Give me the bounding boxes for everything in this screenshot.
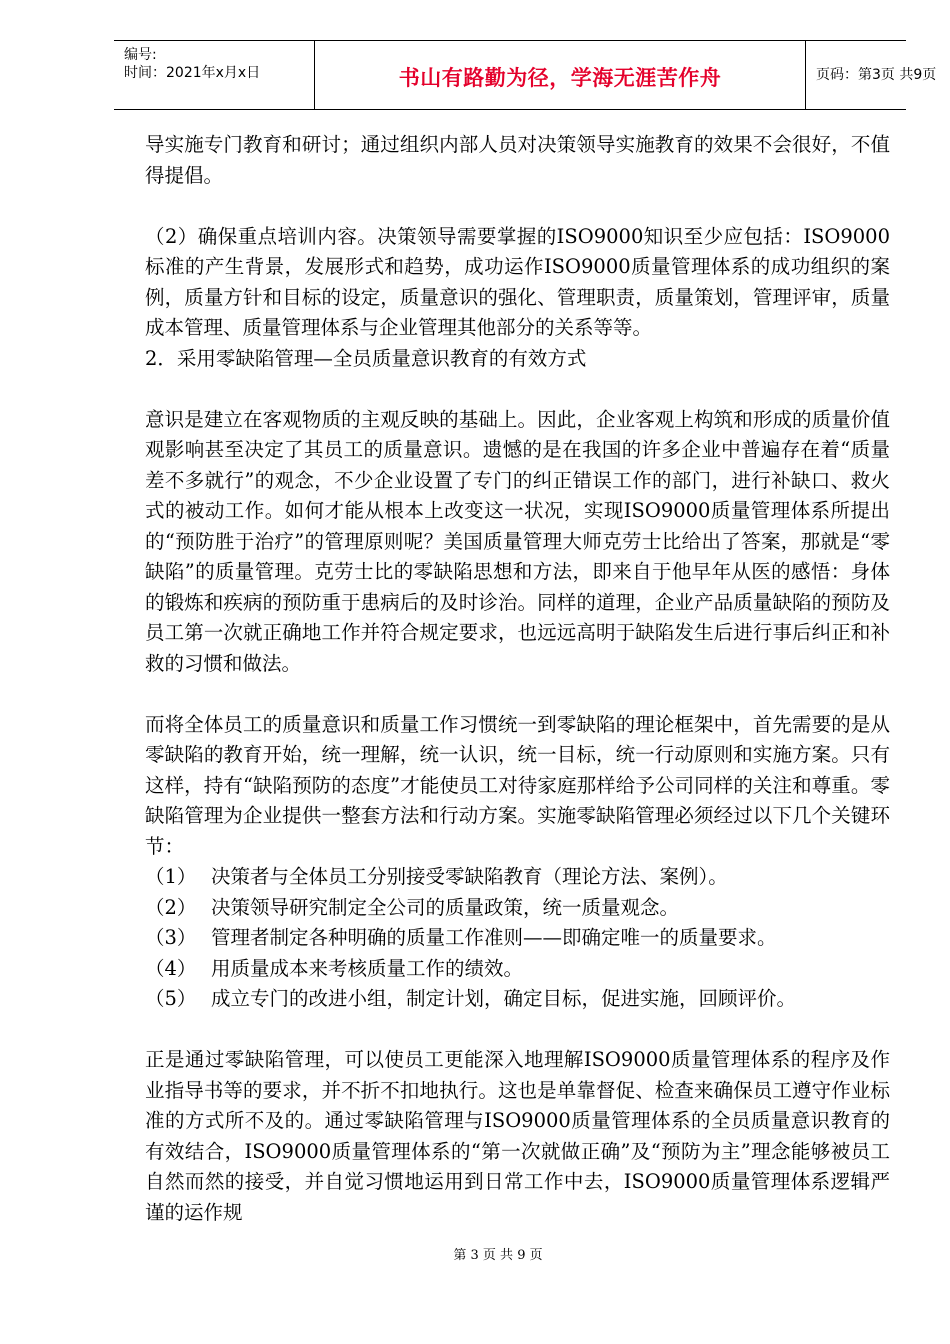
document-time-label: 时间：2021年x月x日: [124, 65, 261, 81]
list-item: [145, 923, 890, 954]
list-item-text: 管理者制定各种明确的质量工作准则——即确定唯一的质量要求。: [211, 926, 777, 949]
document-code-label: 编号:: [124, 47, 157, 63]
list-item: [145, 984, 890, 1015]
header-motto-cell: [314, 41, 806, 109]
page-header: [114, 40, 937, 110]
list-item: [145, 954, 890, 985]
document-body: [145, 130, 890, 1228]
list-item-number: （4）: [145, 956, 197, 980]
header-page-cell: [806, 41, 937, 109]
header-motto: 书山有路勤为径，学海无涯苦作舟: [398, 65, 722, 90]
list-item-text: 成立专门的改进小组，制定计划，确定目标，促进实施，回顾评价。: [211, 987, 797, 1010]
paragraph: 而将全体员工的质量意识和质量工作习惯统一到零缺陷的理论框架中，首先需要的是从零缺陷的教育开始，统一理解，统一认识，统一目标，统一行动原则和实施方案。只有这样，持有“缺陷预防的态度”才能使员工对待家庭那样给予公司同样的关注和尊重。零缺陷管理为企业提供一整套方法和行动方案。实施零缺陷管理必须经过以下几个关键环节：: [145, 712, 890, 858]
header-info-cell: [114, 41, 314, 109]
paragraph: （2）确保重点培训内容。决策领导需要掌握的ISO9000知识至少应包括：ISO9000标准的产生背景，发展形式和趋势，成功运作ISO9000质量管理体系的成功组织的案例，质量方针和目标的设定，质量意识的强化、管理职责，质量策划，管理评审，质量成本管理、质量管理体系与企业管理其他部分的关系等等。: [145, 224, 890, 339]
paragraph: 导实施专门教育和研讨；通过组织内部人员对决策领导实施教育的效果不会很好，不值得提倡。: [145, 133, 890, 187]
list-item-text: 决策领导研究制定全公司的质量政策，统一质量观念。: [211, 895, 680, 919]
paragraph: 正是通过零缺陷管理，可以使员工更能深入地理解ISO9000质量管理体系的程序及作业指导书等的要求，并不折不扣地执行。这也是单靠督促、检查来确保员工遵守作业标准的方式所不及的。通过零缺陷管理与ISO9000质量管理体系的全员质量意识教育的有效结合，ISO9000质量管理体系的“第一次就做正确”及“预防为主”理念能够被员工自然而然的接受，并自觉习惯地运用到日常工作中去，ISO9000质量管理体系逻辑严谨的运作规: [145, 1048, 890, 1224]
section-heading: 2．采用零缺陷管理—全员质量意识教育的有效方式: [145, 346, 587, 370]
paragraph: 意识是建立在客观物质的主观反映的基础上。因此，企业客观上构筑和形成的质量价值观影响甚至决定了其员工的质量意识。遗憾的是在我国的许多企业中普遍存在着“质量差不多就行”的观念，不少企业设置了专门的纠正错误工作的部门，进行补缺口、救火式的被动工作。如何才能从根本上改变这一状况，实现ISO9000质量管理体系所提出的“预防胜于治疗”的管理原则呢？美国质量管理大师克劳士比给出了答案，那就是“零缺陷”的质量管理。克劳士比的零缺陷思想和方法，即来自于他早年从医的感悟：身体的锻炼和疾病的预防重于患病后的及时诊治。同样的道理，企业产品质量缺陷的预防及员工第一次就正确地工作并符合规定要求，也远远高明于缺陷发生后进行事后纠正和补救的习惯和做法。: [145, 407, 890, 675]
list-item-number: （1）: [145, 865, 197, 888]
list-item-text: 决策者与全体员工分别接受零缺陷教育（理论方法、案例）。: [211, 865, 728, 888]
list-item: [145, 862, 890, 893]
list-item-number: （5）: [145, 987, 197, 1010]
header-page-number: 页码：第3页 共9页: [816, 67, 937, 83]
list-item-text: 用质量成本来考核质量工作的绩效。: [211, 956, 524, 980]
list-item: [145, 893, 890, 924]
list-item-number: （2）: [145, 895, 197, 919]
page-footer: 第 3 页 共 9 页: [453, 1248, 543, 1263]
list-item-number: （3）: [145, 926, 197, 949]
